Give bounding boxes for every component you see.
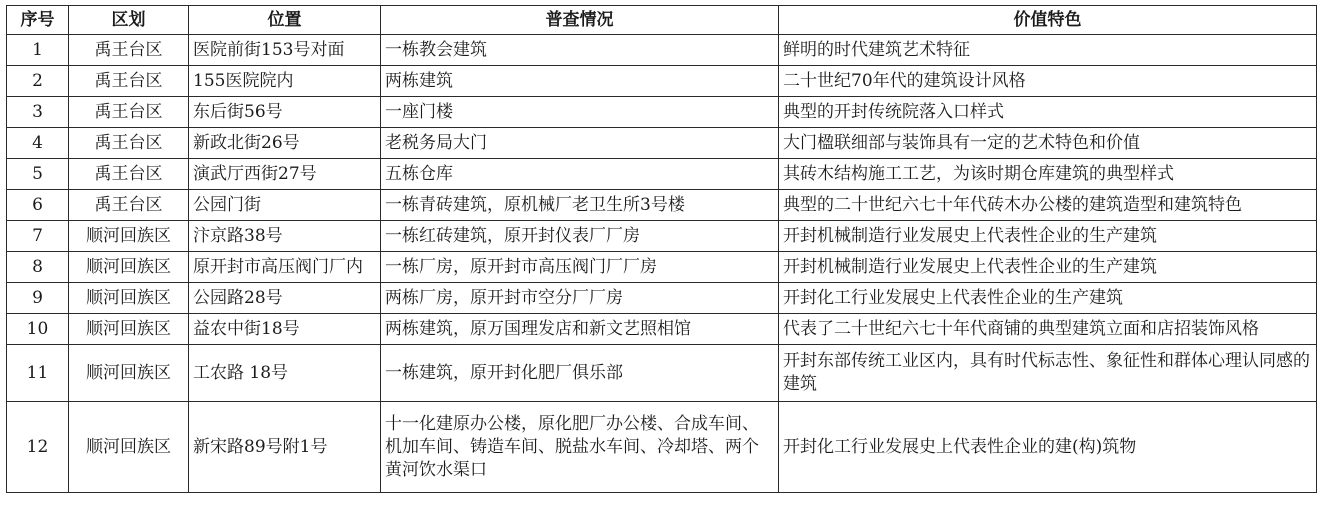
cell-no: 3	[7, 97, 69, 128]
cell-location: 原开封市高压阀门厂内	[189, 252, 381, 283]
cell-no: 12	[7, 402, 69, 493]
cell-survey: 一栋红砖建筑，原开封仪表厂厂房	[381, 221, 779, 252]
cell-survey: 五栋仓库	[381, 159, 779, 190]
table-row	[7, 35, 1317, 66]
header-location: 位置	[189, 6, 381, 35]
cell-value: 开封化工行业发展史上代表性企业的生产建筑	[779, 283, 1317, 314]
cell-district: 禹王台区	[69, 35, 189, 66]
cell-survey: 一栋建筑，原开封化肥厂俱乐部	[381, 345, 779, 402]
cell-location: 汴京路38号	[189, 221, 381, 252]
cell-location: 演武厅西街27号	[189, 159, 381, 190]
cell-district: 顺河回族区	[69, 314, 189, 345]
table-row	[7, 252, 1317, 283]
cell-no: 4	[7, 128, 69, 159]
table-row	[7, 66, 1317, 97]
cell-district: 禹王台区	[69, 159, 189, 190]
cell-no: 2	[7, 66, 69, 97]
cell-location: 医院前街153号对面	[189, 35, 381, 66]
cell-district: 顺河回族区	[69, 345, 189, 402]
cell-location: 公园路28号	[189, 283, 381, 314]
cell-survey: 一栋青砖建筑，原机械厂老卫生所3号楼	[381, 190, 779, 221]
cell-value: 开封化工行业发展史上代表性企业的建(构)筑物	[779, 402, 1317, 493]
cell-survey: 老税务局大门	[381, 128, 779, 159]
table-row	[7, 402, 1317, 493]
cell-district: 顺河回族区	[69, 402, 189, 493]
survey-table	[6, 5, 1317, 493]
cell-location: 新政北街26号	[189, 128, 381, 159]
cell-location: 东后街56号	[189, 97, 381, 128]
cell-survey: 两栋建筑，原万国理发店和新文艺照相馆	[381, 314, 779, 345]
cell-survey: 两栋厂房，原开封市空分厂厂房	[381, 283, 779, 314]
cell-survey: 一栋厂房，原开封市高压阀门厂厂房	[381, 252, 779, 283]
cell-location: 公园门街	[189, 190, 381, 221]
cell-location: 工农路 18号	[189, 345, 381, 402]
cell-no: 1	[7, 35, 69, 66]
cell-no: 10	[7, 314, 69, 345]
table-row	[7, 128, 1317, 159]
header-row	[7, 6, 1317, 35]
cell-value: 开封东部传统工业区内，具有时代标志性、象征性和群体心理认同感的建筑	[779, 345, 1317, 402]
cell-district: 禹王台区	[69, 66, 189, 97]
cell-no: 11	[7, 345, 69, 402]
cell-value: 其砖木结构施工工艺，为该时期仓库建筑的典型样式	[779, 159, 1317, 190]
header-district: 区划	[69, 6, 189, 35]
header-no: 序号	[7, 6, 69, 35]
cell-location: 155医院院内	[189, 66, 381, 97]
cell-no: 8	[7, 252, 69, 283]
cell-no: 9	[7, 283, 69, 314]
cell-survey: 一座门楼	[381, 97, 779, 128]
header-survey: 普查情况	[381, 6, 779, 35]
table-row	[7, 221, 1317, 252]
cell-value: 典型的二十世纪六七十年代砖木办公楼的建筑造型和建筑特色	[779, 190, 1317, 221]
cell-value: 大门楹联细部与装饰具有一定的艺术特色和价值	[779, 128, 1317, 159]
cell-value: 二十世纪70年代的建筑设计风格	[779, 66, 1317, 97]
cell-district: 顺河回族区	[69, 221, 189, 252]
cell-value: 典型的开封传统院落入口样式	[779, 97, 1317, 128]
cell-no: 5	[7, 159, 69, 190]
cell-value: 鲜明的时代建筑艺术特征	[779, 35, 1317, 66]
cell-location: 益农中街18号	[189, 314, 381, 345]
table-row	[7, 97, 1317, 128]
survey-table-container	[6, 5, 1317, 493]
cell-district: 顺河回族区	[69, 252, 189, 283]
cell-survey: 一栋教会建筑	[381, 35, 779, 66]
cell-district: 顺河回族区	[69, 283, 189, 314]
table-row	[7, 283, 1317, 314]
cell-survey: 两栋建筑	[381, 66, 779, 97]
cell-no: 7	[7, 221, 69, 252]
cell-no: 6	[7, 190, 69, 221]
cell-district: 禹王台区	[69, 128, 189, 159]
cell-value: 开封机械制造行业发展史上代表性企业的生产建筑	[779, 221, 1317, 252]
table-row	[7, 314, 1317, 345]
table-row	[7, 159, 1317, 190]
cell-district: 禹王台区	[69, 97, 189, 128]
cell-district: 禹王台区	[69, 190, 189, 221]
cell-survey: 十一化建原办公楼，原化肥厂办公楼、合成车间、机加车间、铸造车间、脱盐水车间、冷却塔、两个黄河饮水渠口	[381, 402, 779, 493]
table-row	[7, 190, 1317, 221]
table-row	[7, 345, 1317, 402]
header-value: 价值特色	[779, 6, 1317, 35]
cell-value: 开封机械制造行业发展史上代表性企业的生产建筑	[779, 252, 1317, 283]
cell-location: 新宋路89号附1号	[189, 402, 381, 493]
cell-value: 代表了二十世纪六七十年代商铺的典型建筑立面和店招装饰风格	[779, 314, 1317, 345]
